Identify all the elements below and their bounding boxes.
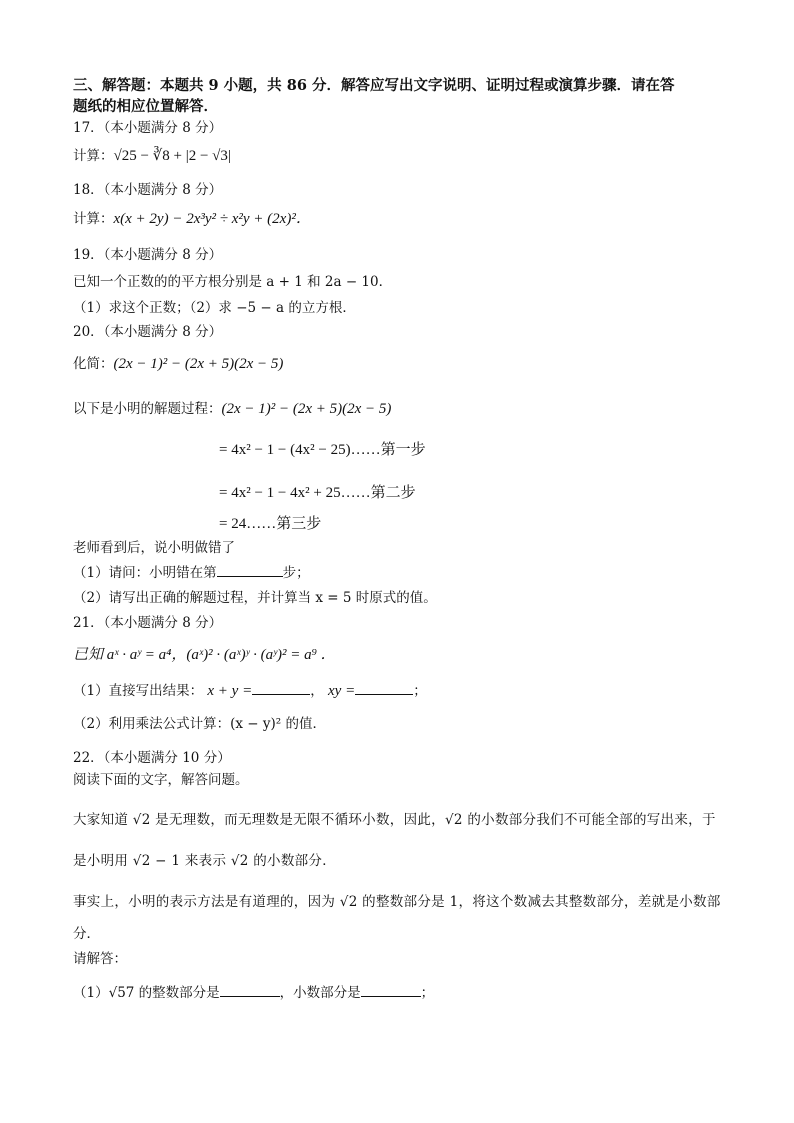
q22-ask1 [73, 978, 434, 1008]
q21-ask1-product: xy = [328, 683, 356, 699]
q22-intro: 阅读下面的文字，解答问题。 [73, 772, 249, 788]
q20-process-expression: (2x − 1)² − (2x + 5)(2x − 5) [221, 401, 392, 417]
answer-blank[interactable] [252, 680, 310, 695]
q21-ask2: （2）利用乘法公式计算：(x − y)² 的值． [73, 716, 326, 732]
q22-please: 请解答： [73, 951, 127, 967]
q20-ask2: （2）请写出正确的解题过程，并计算当 x = 5 时原式的值。 [73, 590, 437, 606]
q22-para1-line2: 是小明用 √2 − 1 来表示 √2 的小数部分． [73, 853, 337, 869]
answer-blank[interactable] [220, 982, 280, 997]
q22-ask1-text: （1）√57 的整数部分是 [73, 985, 220, 1001]
q17-prompt: 计算： [73, 148, 114, 164]
q17-header: 17．（本小题满分 8 分） [73, 120, 223, 136]
q21-ask1-sum: x + y = [207, 683, 253, 699]
q17-expression: √25 − ∛8 + |2 − √3| [113, 148, 231, 164]
q21-ask1 [73, 680, 427, 701]
q22-ask1-end: ； [420, 985, 435, 1001]
q20-step1: = 4x² − 1 − (4x² − 25)……第一步 [219, 442, 426, 458]
q20-expression: (2x − 1)² − (2x + 5)(2x − 5) [113, 356, 284, 372]
q20-teacher-note: 老师看到后，说小明做错了 [73, 540, 235, 556]
q19-line2: （1）求这个正数；（2）求 −5 − a 的立方根． [73, 300, 356, 316]
q18-header: 18．（本小题满分 8 分） [73, 182, 223, 198]
q22-para2-line1: 事实上，小明的表示方法是有道理的，因为 √2 的整数部分是 1，将这个数减去其整数部分，差就是小数部 [73, 894, 721, 910]
q20-ask1 [73, 562, 310, 583]
q21-ask1-text: （1）直接写出结果： [73, 683, 204, 699]
section-heading-line2: 题纸的相应位置解答． [73, 98, 218, 115]
q20-ask1-text: （1）请问：小明错在第 [73, 565, 217, 581]
q20-step3: = 24……第三步 [219, 516, 322, 532]
q22-ask1-mid: ，小数部分是 [279, 985, 361, 1001]
q20-header: 20．（本小题满分 8 分） [73, 324, 223, 340]
q20-prompt: 化简： [73, 356, 114, 372]
answer-blank[interactable] [355, 680, 413, 695]
q18-prompt: 计算： [73, 211, 114, 227]
q20-body [73, 349, 283, 379]
q20-step2: = 4x² − 1 − 4x² + 25……第二步 [219, 485, 416, 501]
q21-ask1-end: ； [413, 683, 427, 699]
answer-blank[interactable] [361, 982, 421, 997]
q20-ask1-end: 步； [282, 565, 310, 581]
q21-header: 21．（本小题满分 8 分） [73, 615, 223, 631]
q19-header: 19．（本小题满分 8 分） [73, 247, 223, 263]
q22-header: 22．（本小题满分 10 分） [73, 750, 231, 766]
answer-blank[interactable] [217, 562, 283, 577]
q17-body [73, 141, 231, 171]
q22-para1-line1: 大家知道 √2 是无理数，而无理数是无限不循环小数，因此，√2 的小数部分我们不可能全部的写出来，于 [73, 812, 716, 828]
q20-process [73, 394, 391, 424]
q18-body [73, 204, 311, 234]
q21-given: 已知 aˣ · aʸ = a⁴，(aˣ)² · (aˣ)ʸ · (aʸ)² = a⁹ ． [73, 647, 336, 663]
q18-expression: x(x + 2y) − 2x³y² ÷ x²y + (2x)²． [113, 211, 311, 227]
section-heading-line1: 三、解答题：本题共 9 小题，共 86 分．解答应写出文字说明、证明过程或演算步骤．请在答 [73, 77, 675, 94]
q20-process-label: 以下是小明的解题过程： [73, 401, 222, 417]
q21-ask1-sep: ， [310, 683, 324, 699]
q19-line1: 已知一个正数的的平方根分别是 a + 1 和 2a − 10． [73, 274, 393, 290]
q22-para2-line2: 分． [73, 926, 100, 942]
